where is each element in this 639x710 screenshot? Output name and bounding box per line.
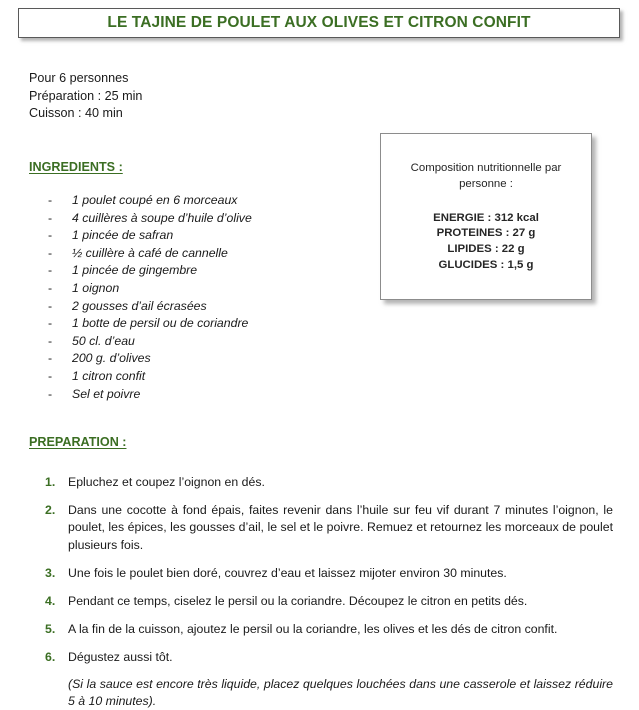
preparation-steps-list	[45, 474, 613, 710]
cooking-time-line: Cuisson : 40 min	[29, 106, 123, 120]
list-item: - 1 pincée de safran	[48, 227, 378, 245]
page-title: LE TAJINE DE POULET AUX OLIVES ET CITRON CONFIT	[107, 14, 531, 31]
preparation-time-line: Préparation : 25 min	[29, 88, 143, 103]
list-item: - 200 g. d’olives	[48, 350, 378, 368]
servings-line: Pour 6 personnes	[29, 71, 129, 85]
step-number: 4.	[45, 594, 56, 609]
step-number: 5.	[45, 622, 56, 637]
nutrition-box-title: Composition nutritionnelle par personne :	[410, 161, 562, 190]
step-text: Dans une cocotte à fond épais, faites revenir dans l’huile sur feu vif durant 7 minutes l’oignon, le poulet, les épices, les gousses d’ail, le sel et le poivre. Remuez et retournez les morceaux de poulet plusieurs fois.	[68, 503, 613, 552]
step-text: Dégustez aussi tôt.	[68, 650, 173, 665]
preparation-heading: PREPARATION :	[29, 435, 127, 449]
recipe-meta	[29, 70, 142, 123]
step-number: 6.	[45, 650, 56, 665]
nutrition-carbohydrates: GLUCIDES : 1,5 g	[438, 258, 534, 271]
list-item: - Sel et poivre	[48, 386, 378, 404]
nutrition-values	[433, 211, 539, 273]
step-number: 2.	[45, 503, 56, 518]
step-text: Une fois le poulet bien doré, couvrez d’eau et laissez mijoter environ 30 minutes.	[68, 565, 507, 580]
preparation-note: (Si la sauce est encore très liquide, placez quelques louchées dans une casserole et laissez réduire 5 à 10 minutes).	[68, 676, 613, 708]
ingredients-list	[48, 192, 378, 403]
preparation-step	[45, 649, 613, 666]
step-text: A la fin de la cuisson, ajoutez le persil ou la coriandre, les olives et les dés de citron confit.	[68, 622, 558, 637]
list-item: - 1 pincée de gingembre	[48, 262, 378, 280]
list-item: - ½ cuillère à café de cannelle	[48, 245, 378, 263]
preparation-step	[45, 502, 613, 554]
preparation-step	[45, 565, 613, 582]
step-number: 1.	[45, 475, 56, 489]
preparation-step	[45, 474, 613, 491]
nutrition-lipids: LIPIDES : 22 g	[447, 243, 525, 255]
list-item: - 2 gousses d’ail écrasées	[48, 298, 378, 316]
nutrition-energy: ENERGIE : 312 kcal	[433, 211, 539, 224]
list-item: - 1 botte de persil ou de coriandre	[48, 315, 378, 333]
step-text: Pendant ce temps, ciselez le persil ou la coriandre. Découpez le citron en petits dés.	[68, 594, 528, 609]
list-item: - 1 poulet coupé en 6 morceaux	[48, 192, 378, 210]
list-item: - 4 cuillères à soupe d’huile d’olive	[48, 210, 378, 228]
step-text: Epluchez et coupez l’oignon en dés.	[68, 475, 265, 489]
list-item: - 1 citron confit	[48, 368, 378, 386]
list-item: - 50 cl. d’eau	[48, 333, 378, 351]
preparation-step	[45, 621, 613, 638]
ingredients-heading: INGREDIENTS :	[29, 160, 123, 174]
step-number: 3.	[45, 565, 56, 580]
nutrition-info-box	[380, 133, 592, 300]
list-item: - 1 oignon	[48, 280, 378, 298]
nutrition-proteins: PROTEINES : 27 g	[436, 227, 536, 240]
recipe-title-box	[18, 8, 620, 38]
preparation-step	[45, 593, 613, 610]
